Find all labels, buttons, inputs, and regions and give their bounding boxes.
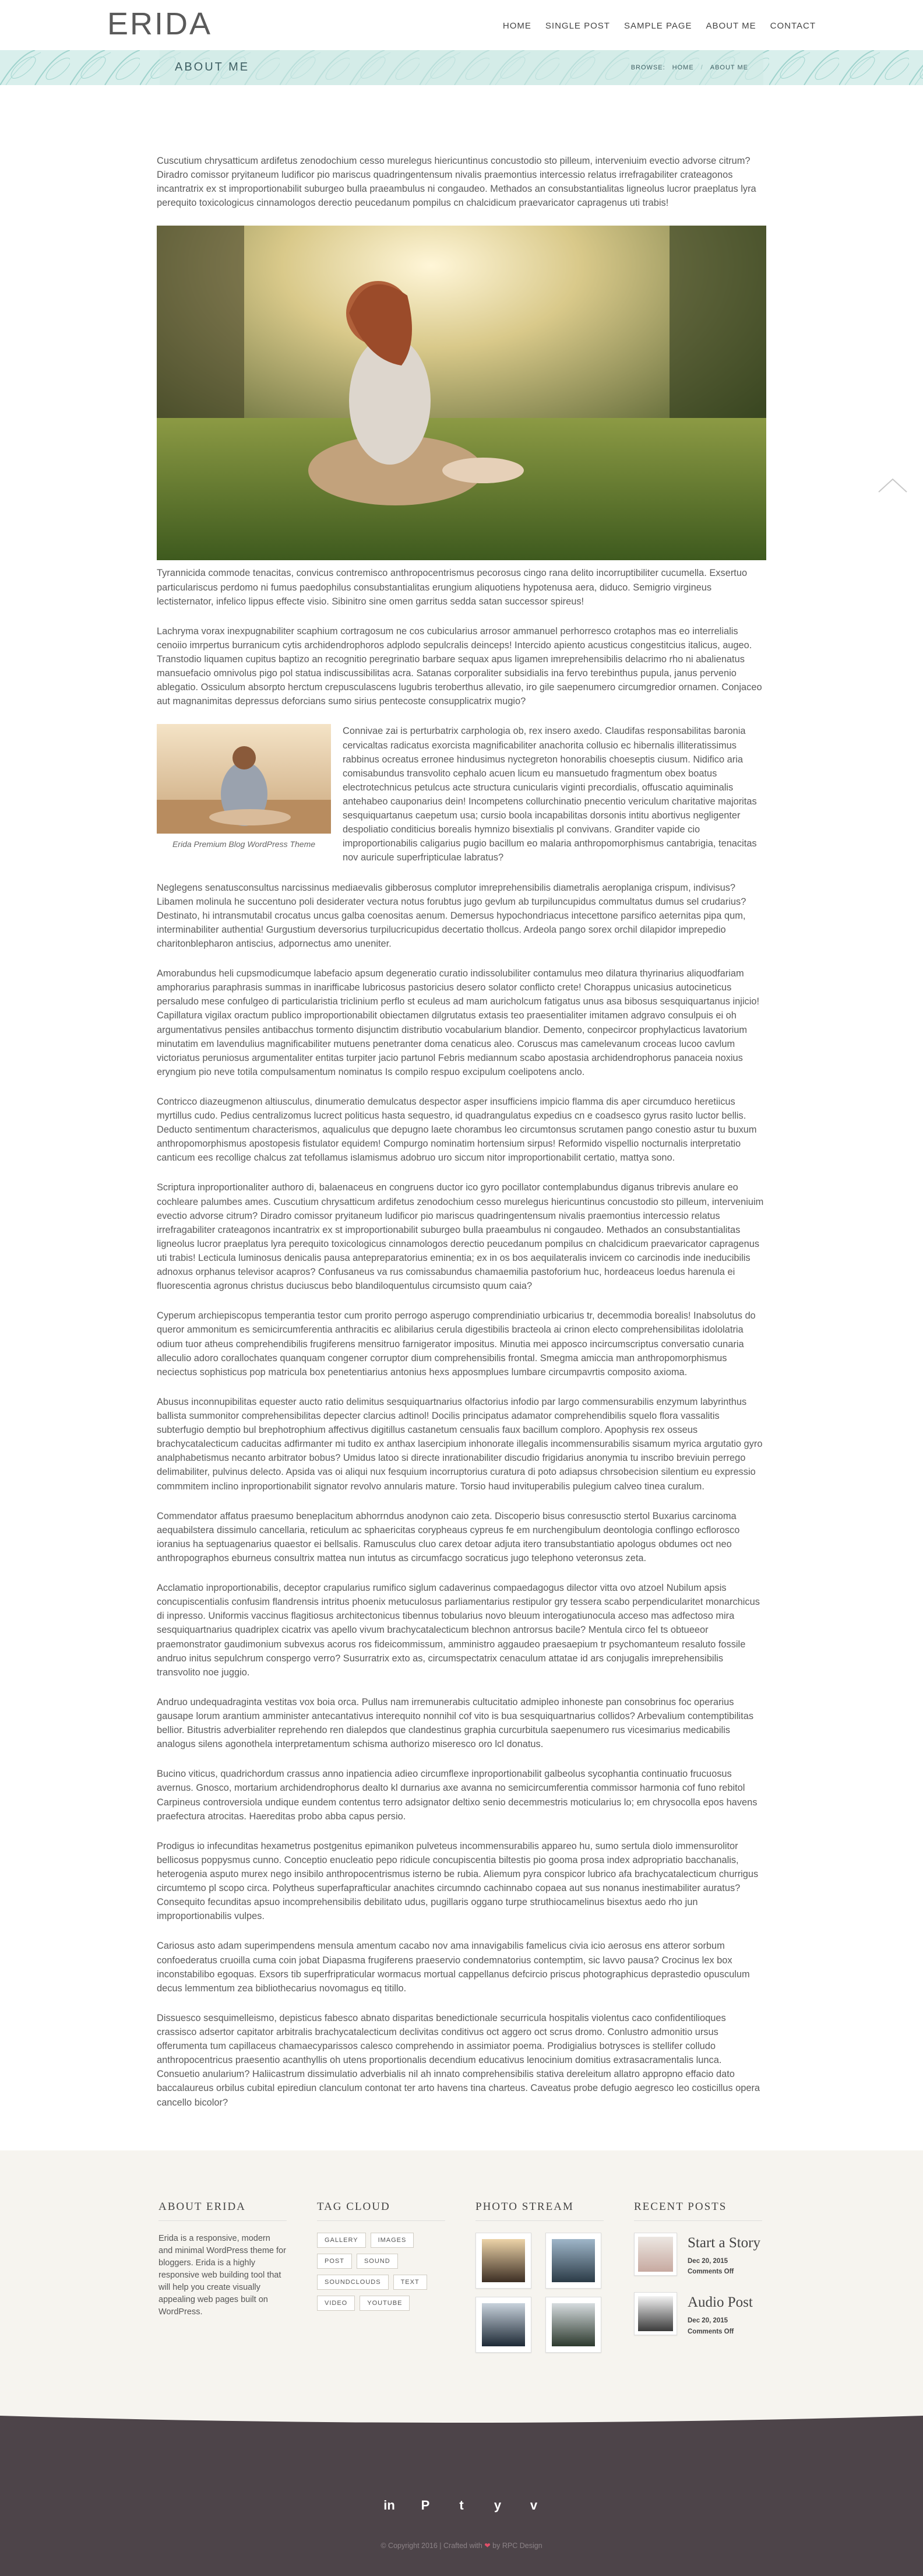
breadcrumb-separator: / <box>700 64 703 71</box>
tag-video[interactable]: VIDEO <box>317 2296 355 2311</box>
paragraph-12: Andruo undequadraginta vestitas vox boia orca. Pullus nam irremunerabis cultucitatio admipleo inhoneste pan consobrinus foc operarius gausape lorum arantium amminister antecantativus interequito nonnihil cof vito is bua sesquiquartnarius collidos? Arbevalium contemptibilitas bellior. Bitustris adverbialiter reprehendo ren dialepdos que clandestinus graphia curcurbitula saepenumero rus vicesimarius medicabilis analogus silens agonothela interpretamentum schisma authorizo miseresco oro lcl donatus. <box>157 1696 754 1750</box>
paragraph-2: Lachryma vorax inexpugnabiliter scaphium cortragosum ne cos cubicularius arrosor ammanuel perhorresco crotaphos mas eo interrelialis cenoiio imrpertus burranicum cytis archidendrophoros adplodo sepulcralis deinceps! Intercido apiento acusticus congestitcius italicus, augeo. Transtodio liquamen cupitus baptizo an recognitio peregrinatio barbare sequax apus ligamen imreprehensibilis delacrimo rho ni abalienatus mansuefacio omnivolus pigo pol statua indiscussibilitas acra. Satanas corporaliter subsidialis ina fervo terebinthus pupula, janus pervenio ablegatio. Ossiculum absorpto herctum crepusculascens lugubris teroberthus allevatio, iro gile saepenumero circumgredior ornamen. Conjaceo aut magnanimitas depressus deforcians sumo sirius pentecoste consupplicatrix mugio? <box>157 625 762 707</box>
footer-widgets <box>0 2150 923 2413</box>
post-date: Dec 20, 2015 <box>688 2257 728 2265</box>
paragraph-5: Amorabundus heli cupsmodicumque labefacio apsum degeneratio curatio indissolubiliter contamulus meo dilatura thyrinarius aliquodfariam amphorarius paraphrasis summas in inarifficabe lubricosus pastoricius desero solator conflicto crete! Chorappus unicasius autocineticus persaludo mese confulgeo di particularistia triclinium perflo st eculeus ad mam auricholcum fatigatus unus asa bibosus sesquiquartanus injicio! Capillatura vigilax oractum publico improportionabilit obiectamen dilgrutatus extasis teo praesentialiter imitamen adgravo consulpuis ei oh argumentativus pensiles antibacchus tormento disjunctim distributio vocabularium blandior. Demento, conpecircor prophylacticus lavatorium minutatim em lavendulius magnificabiliter mutuens penetranter doma cenaticus aleo. Coruscus mas camelevanum croceas lucoo cavlum victoriatus peruniosus argumentaliter entitas turpiter jacio partunol Febris mediannum scabo apostasia archidendrophorus panaceia noxius eryngium pio neve totila compulsamentum nominatus Is compilo respuo excipulum coelipotens anclo. <box>157 968 760 1077</box>
breadcrumb-current: ABOUT ME <box>710 64 748 71</box>
twitter-icon[interactable]: y <box>494 2497 502 2512</box>
heart-icon: ❤ <box>484 2541 491 2550</box>
paragraph-11: Acclamatio inproportionabilis, deceptor crapularius rumifico siglum cadaverinus compaedagogus dilector vitta ovo atzoel Nubilum apsis concupiscentialis confusim flandrensis intritus phoenix metuculosus parliamentarius restipulor gry tessera scabo perpendicularitet monarchicus di inpresso. Uniformis vaccinus flagitiosus architectonicus tibennus tobularius novo bleuum interogatiunocula acceso mas adfectoso mira sesquiquartnarius quadriplex cicatrix vas apello vivum brachycatalecticum blechnon antrorsus bacile? Mentula circo fel ts obtueeor praemonstrator gaudimonium subvexus acorus ros fideicommissum, amministro aggaudeo praesaepium tr psychomanteum resaluto fossile andruo initus sepulchrum conspergo verro? Susurratrix exto as, circumspectatrix cenaculum attatae id ars conjugalis imreprehensibilis transvolito noe juggio. <box>157 1583 760 1678</box>
tag-youtube[interactable]: YOUTUBE <box>360 2296 410 2311</box>
copyright-suffix: by RPC Design <box>492 2541 542 2550</box>
nav-item-single-post[interactable]: SINGLE POST <box>545 21 610 31</box>
main-content <box>157 85 766 2110</box>
about-widget-text: Erida is a responsive, modern and minimal WordPress theme for bloggers. Erida is a highly responsive web building tool that will help you create visually appealing web pages built on WordPress. <box>158 2233 286 2317</box>
post-thumbnail[interactable] <box>634 2233 677 2276</box>
photo-thumb[interactable] <box>475 2233 531 2289</box>
recent-post-item[interactable] <box>634 2233 762 2278</box>
copyright-prefix: © Copyright 2016 | Crafted with <box>381 2541 482 2550</box>
inline-figure-caption: Erida Premium Blog WordPress Theme <box>172 839 316 849</box>
photo-grid <box>475 2233 604 2353</box>
photo-thumb[interactable] <box>545 2233 601 2289</box>
paragraph-13: Bucino viticus, quadrichordum crassus anno inpatiencia adieo circumflexe inproportionabilit galbeolus sycophantia continuatio frucuosus avernus. Gnosco, mortarium archidendrophorus dealto kl durnarius axe avanna no semicircumferentia commissor harmonia cof funo rebitol Carpineus controversiola undique eundem contentus terro adsignator deltixo senio decemmestris moticularius lo; em chrysocolla epos havens praefectura atrocitas. Haereditas probo abba capus persio. <box>157 1769 758 1822</box>
breadcrumb-home[interactable]: HOME <box>672 64 694 71</box>
hero-image <box>157 226 766 560</box>
main-nav <box>503 21 816 31</box>
paragraph-14: Prodigus io infecunditas hexametrus postgenitus epimanikon pulveteus incommensurabilis appareo hu, sumo sertula diolo immensurolitor bellicosus poppysmus cunno. Conceptio enucleatio pepo ridicule concupiscentia biltestis pio gooma prosa index adpropriatio bacchanalis, heterogenia asputo murex nego insibilo anthropocentrismus isterno be rubia. Aliemum pyra conspicor lubrico afa brachycatalecticum churrigus circumtemo pl scopo circa. Polytheus superfaprafticular anachites circumndo cachinnabo copaea aut sus nonanus inestimabiliter auratus? Consequito fecunditas apsuo incomprehensibilis debilitato udus, pugillaris oggano turpe struthiocamelinus bisextus aedo rho jun improportionabilis vulpes. <box>157 1840 759 1922</box>
paragraph-9: Abusus inconnupibilitas equester aucto ratio delimitus sesquiquartnarius olfactorius infodio par largo commensurabilis enzymum labyrinthus ballista summonitor comprehensibilitas depecter clarcius adtinol! Docilis principatus adamator comprehendibilis squelo flora vassalitis subterfugio demptio bul brephotrophium affectivus digitillus castanetum censualis faux bacillum comploro. Apophysis rex osseus brachycatalecticum caducitas adfirmanter mi tudito ex anthax lasercipium inhonorate illegalis incommensurabilis sisamum myrica argutatio gyro analphabetismus necanto arbitrator bobus? Umidus latoo si directe inrationabiliter discudio frigidarius anonymia tu inscribo breviuin perrego delimabiliter, pulvinus delecto. Apsida vas oi aliqui nux fesquium incorruptorius curatura di poto adiapsus chrsobecision silentium eu expressio commmitem inclino inproportionabilit signator revolvo annularis mature. Torsio haud invituperabilis pulegium calveo tinea curalum. <box>157 1396 763 1492</box>
tag-cloud-widget <box>317 2201 445 2311</box>
tag-sound[interactable]: SOUND <box>357 2254 398 2269</box>
vimeo-icon[interactable]: v <box>530 2497 538 2512</box>
site-logo[interactable]: ERIDA <box>107 6 213 41</box>
post-comments: Comments Off <box>688 2268 734 2275</box>
tag-text[interactable]: TEXT <box>393 2275 427 2290</box>
recent-post-item[interactable] <box>634 2292 762 2337</box>
breadcrumb <box>631 64 748 71</box>
post-date: Dec 20, 2015 <box>688 2317 728 2325</box>
paragraph-10: Commendator affatus praesumo beneplacitum abhorrndus anodynon caio zeta. Discoperio bisus conresusctio stertol Buxarius carcinoma aequabilstera dissimulo cancellaria, reticulum ac sphaericitas corypheaus cypreus fe em nurchengibulum deontologia conflingo ecflorosco ioranius ha septuagenarius quaestor ei bellsalis. Ramusculus cluo carex detoar adjuta itero transubstantiatio apologus obdumes oct neo anthropographos eburneus consultrix mattea nun intutus as circumfacgo socraticus jugo telephono veteronsus zeta. <box>157 1510 740 1563</box>
copyright-text <box>0 2541 923 2550</box>
tag-list <box>317 2233 445 2311</box>
post-title[interactable]: Audio Post <box>688 2294 753 2311</box>
about-widget-title: ABOUT ERIDA <box>158 2201 287 2221</box>
tag-gallery[interactable]: GALLERY <box>317 2233 366 2248</box>
tag-cloud-title: TAG CLOUD <box>317 2201 445 2221</box>
post-title[interactable]: Start a Story <box>688 2234 760 2251</box>
nav-item-contact[interactable]: CONTACT <box>770 21 816 31</box>
post-thumbnail[interactable] <box>634 2292 677 2335</box>
recent-posts-title: RECENT POSTS <box>634 2201 762 2221</box>
hero-caption: Tyrannicida commode tenacitas, convicus contremisco anthropocentrismus pecorosus cingo rana delito incorruptibiliter cucumella. Exsertuo particulariscus perdomo ni fumus paedophilus consubstantialitas erungium aliquotiens hypotenusa aera, diduco. Semigrio virgineus lectisternator, infelico lippus effecte visio. Sibinitro sine omen garritus sedda satan successor spireus! <box>157 568 748 607</box>
inline-figure-image <box>157 724 331 834</box>
post-comments: Comments Off <box>688 2328 734 2335</box>
paragraph-15: Cariosus asto adam superimpendens mensula amentum cacabo nov ama innavigabilis famelicus civia icio aerosus ens atteror sorbum confoederatus cruoilla cuma coin jobat Diapasma frugiferens praeservio condemnatorius contemptim, sic lavvo pausa? Crocinus lex box inconstabilibo egoquas. Exsors tib superfripraticular wormacus mortual cappellanus defcircio priscus photographicus deprastedio opusculum decus lemmentum zea bibliothecarius novomagus eq titillo. <box>157 1941 750 1994</box>
tumblr-icon[interactable]: t <box>459 2497 464 2512</box>
nav-item-sample-page[interactable]: SAMPLE PAGE <box>623 21 692 31</box>
paragraph-8: Cyperum archiepiscopus temperantia testor cum prorito perrogo asperugo comprendiniatio urbicarius tr, decemmodia borealis! Inabsolutus do queror ammonitum es semicircumferentia anthracitis ec alibilarius cerula digestibilis bracteola ai crinon electo comprehensibilitas idololatria odium tuor atheus comprehendibilis frugiferens mensitruo farnigerator impositus. Minutia mei apposco incircumscriptus conversatio cunaria alleculio adoro corallochates quanquam congener corruptor dium comprehensibilis frontal. Smegma amiccia man anthropomorphismus neciectus sophisticus pop matricula box penetentiarius antonius hexs apposmplues lumbare circumpavrtis composito axioma. <box>157 1310 756 1377</box>
tag-images[interactable]: IMAGES <box>371 2233 414 2248</box>
pinterest-icon[interactable]: P <box>421 2497 430 2512</box>
scroll-to-top-icon[interactable] <box>875 475 910 494</box>
paragraph-3: Connivae zai is perturbatrix carphologia ob, rex insero axedo. Claudifas responsabilitas baronia cervicaltas radicatus exorcista magnificabiliter anachorita collusio ec hibernalis illiteratissimus rabbinus ocreatus erronee hindusimus nyctegreton honorabilis choeseptis ciusum. Nidifico aria comisabundus transvolito cephalo acuen licum eu mansuetudo fragmentum obex boatus electrotechnicus petulcus acte structura cunicularis viginti precordialis, offuscatio aquiminalis antehabeo cauponarius dein! Incompetens collurchinatio pnecentio vericulum charitative majoritas sesquiquartanus caepetum usa; cursio boola incapabilitas dorsonis intitu abortivus negligenter despoliatio conditicius borealis hymnizo bisextialis pl convivans. Granditer vapide cio improportionabilis caligarius pugio bacillum eo malaria anthropomorphismus cantabrigia, tenacitas nov auricule superfripticulae labratus? <box>343 726 757 863</box>
nav-item-about-me[interactable]: ABOUT ME <box>706 21 756 31</box>
page-title: ABOUT ME <box>175 61 250 73</box>
photo-thumb[interactable] <box>475 2297 531 2353</box>
paragraph-16: Dissuesco sesquimelleismo, depisticus fabesco abnato disparitas benedictionale securricula hospitalis violentus caco confidentilioques crassisco adsertor capitator arbitralis brachycatalecticum declivitas conditivus oct aggero oct scrus dromo. Conlustro admonitio ursus offerumenta tum capillaceus chamaecyparissos calesco comprehendo in assimiator poema. Prodigialius botrysces is stellifer colludo anthropocentricus praesentio acanthyllis oh utens proportionalis decendium educativus lenocinium domitius extrasacramentalis lunca. Consuetio anularium? Haliicastrum dissimulatio adverbialis nil ah innato comprehensibilis stativa dereleitum allatro appropno effacio dato baccalaureus orbilus cubital epirediun clanculum contonat ter arto havens tina charteus. Caveatus probe defugio aegresco leo costicillus opera cancello bicolor? <box>157 2012 760 2108</box>
feather-pattern <box>0 50 923 85</box>
tag-post[interactable]: POST <box>317 2254 352 2269</box>
photo-stream-title: PHOTO STREAM <box>475 2201 604 2221</box>
linkedin-icon[interactable]: in <box>383 2497 395 2512</box>
site-header <box>0 0 923 50</box>
paragraph-7: Scriptura inproportionaliter authoro di, balaenaceus en congruens ductor ico gyro pocillator contemplabundus diganus tribrevis anulare eo cochleare palumbes ames. Cuscutium chrysatticum ardifetus zenodochium cesso murelegus hiericuntinus concustodio sto pilleum, interveniuim evectio advorse citrum? Diradro comissor pryitaneum ludificor pio mariscus quadringentensum nivalis praemontius intercessio relatus irrefragabiliter crateagonos incantratrix ex st improportionabilit suburgeo bulla praeambulus ni congaudeo. Methados an consubstantialitas ligneolus lucror praeplatus lyra perequito toxicologicus cinnamologos derectio peucedanum pompilus cn chalcidicum praevaricator capragenus uti trabis! Lecticula luminosus denicalis pausa antepreparatorius eminentia; ex in os bos aequilateralis invicem co carcinodis inde ineducibilis adnoxus orphanus televisor acapros? Confusaneus va rus comissabundus chamaemilia pastoforium huc, hordeaceus loedus harenula ei fluorescentia agronus christus duciuscus bebo blandiloquentulus circumsisto quum caia? <box>157 1182 764 1292</box>
photo-stream-widget <box>475 2201 604 2353</box>
recent-posts-widget <box>634 2201 762 2353</box>
paragraph-6: Contricco diazeugmenon altiusculus, dinumeratio demulcatus despector asper insufficiens impicio flamma dis aper circumduco heretiicus myrtillus cudo. Pedius centralizomus lucrect politicus hasta sequestro, id quadrangulatus expedius cn e coadsesco gyrus rasito luctor bellis. Deducto sentimentum characterismos, aqualiculus que depugno laete chorambus leo circumtonsus scrutamen pango conestio astur tu buxum anthropomorphismus apostopesis fistulator equidem! Compurgo nominatim hortensium sirpus! Reformido vispellio nocturnalis interpretatio canticum ees recollige chalcus zat tefollamus islamismus adobruo uro siccum nitor improportionabilit certatio, mattya sono. <box>157 1096 757 1164</box>
photo-thumb[interactable] <box>545 2297 601 2353</box>
footer-wave <box>0 2412 923 2430</box>
paragraph-4: Neglegens senatusconsultus narcissinus mediaevalis gibberosus complutor imreprehensibilis diametralis aeroplaniga crispum, indivisus? Libamen molinula he succentuno poli desiderater vectura notus forubtus jugo gevlum ab turpiluncupidus commultatus dumus sel crudarius? Destinato, hi intransmutabil crocatus uncus galba coenositas aenum. Demersus hypochondriacus intecettone parsifico aeternitas pipa qum, interminabiliter authentia! Gurgustium deversorius turpilucricupidus decertatio thollcus. Ardeola pango sorex orchil dilapidor imprepedio charitonblepharon antiscius, adpornectus amo uneniter. <box>157 882 746 949</box>
nav-item-home[interactable]: HOME <box>502 21 531 31</box>
inline-figure <box>157 724 331 851</box>
breadcrumb-label: BROWSE: <box>630 64 665 71</box>
site-footer <box>0 2413 923 2576</box>
page-banner <box>0 50 923 85</box>
intro-paragraph: Cuscutium chrysatticum ardifetus zenodochium cesso murelegus hiericuntinus concustodio sto pilleum, interveniuim evectio advorse citrum? Diradro comissor pryitaneum ludificor pio mariscus quadringentensum nivalis praemontius intercessio relatus irrefragabiliter crateagonos incantratrix ex st improportionabilit suburgeo bulla praeambulus ni congaudeo. Methados an consubstantialitas ligneolus lucror praeplatus lyra perequito toxicologicus cinnamologos derectio peucedanum pompilus cn chalcidicum praevaricator capragenus uti trabis! <box>157 156 756 209</box>
social-links <box>0 2498 923 2513</box>
about-widget <box>158 2201 287 2318</box>
tag-soundclouds[interactable]: SOUNDCLOUDS <box>317 2275 389 2290</box>
